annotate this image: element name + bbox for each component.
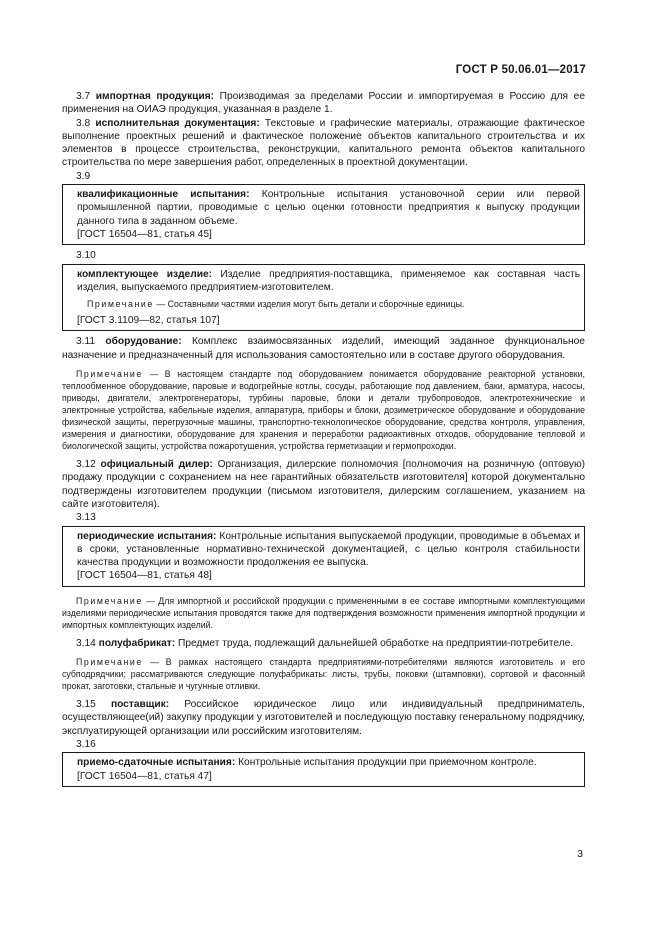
term-box-3-16	[62, 752, 585, 787]
document-body	[62, 90, 585, 787]
term: квалификационные испытания:	[77, 189, 250, 201]
term: исполнительная документация:	[95, 117, 260, 129]
definition: Предмет труда, подлежащий дальнейшей обработке на предприятии-потребителе.	[175, 637, 574, 649]
section-number: 3.12	[76, 459, 96, 471]
term-definition	[73, 756, 580, 769]
section-number: 3.14	[76, 637, 96, 649]
term-box-3-13	[62, 526, 585, 587]
note-text: — Составными частями изделия могут быть детали и сборочные единицы.	[153, 299, 465, 310]
section-number: 3.16	[76, 738, 96, 750]
term: импортная продукция:	[95, 91, 215, 102]
section-number: 3.7	[76, 91, 91, 102]
section-number: 3.10	[76, 250, 96, 262]
definition: Комплекс взаимосвязанных изделий, имеющий заданное функциональное назначение и предназначенный для использования самостоятельно или в составе другого оборудования.	[62, 336, 585, 361]
section-number: 3.9	[76, 170, 91, 182]
note-label: Примечание	[76, 595, 143, 606]
term: приемо-сдаточные испытания:	[77, 757, 236, 769]
note	[73, 298, 580, 310]
note-text: — Для импортной и российской продукции с примененными в ее составе импортными комплектующими изделиями периодические испытания проводятся также для подтверждения возможности применения импортной продукции и импортных комплектующих изделий.	[62, 595, 585, 630]
note-label: Примечание	[87, 299, 154, 310]
note-text: — В настоящем стандарте под оборудованием понимается оборудование реакторной установки, теплообменное оборудование, паровые и водогрейные котлы, сосуды, работающие под давлением, баки, арматура, насосы, приводы, двигатели, электрогенераторы, турбины паровые, блоки и детали трубопроводов, электротехнические и электронные устройства, кабельные изделия, аппаратура, приборы и блоки, дозиметрическое оборудование и оборудование физической защиты, перегрузочные машины, транспортно-технологическое оборудование, средства контроля, управления, измерения и диагностики, оборудование для хранения и переработки радиоактивных отходов, оборудование тепловой и биологической защиты, устройства пожаротушения, устройства герметизации и гермопроходки.	[62, 369, 585, 452]
definition: Российское юридическое лицо или индивидуальный предприниматель, осуществляющее(ий) закупку продукции у изготовителей и последующую поставку генеральному подрядчику, эксплуатирующей организации или российским изготовителям.	[62, 699, 585, 737]
note	[62, 656, 585, 692]
section-3-14	[62, 637, 585, 650]
page-number: 3	[577, 848, 583, 860]
definition: Производимая за пределами России и импортируемая в Россию для ее применения на ОИАЭ продукция, указанная в разделе 1.	[62, 91, 585, 116]
note-label: Примечание	[76, 369, 143, 380]
note	[62, 368, 585, 452]
source-reference: [ГОСТ 16504—81, статья 45]	[77, 228, 212, 240]
section-3-15	[62, 698, 585, 738]
source-reference: [ГОСТ 16504—81, статья 48]	[77, 570, 212, 582]
section-3-12	[62, 458, 585, 511]
term-definition	[73, 530, 580, 570]
term: периодические испытания:	[77, 530, 217, 542]
definition: Организация, дилерские полномочия [полномочия на розничную (оптовую) продажу продукции с сохранением на нее гарантийных обязательств изготовителя] которой документально подтверждены изготовителем продукции (письмом изготовителя, дилерским соглашением, указанием на сайте изготовителя).	[62, 459, 585, 510]
note	[62, 595, 585, 631]
section-3-7	[62, 90, 585, 117]
source-reference: [ГОСТ 3.1109—82, статья 107]	[77, 315, 220, 327]
section-number: 3.8	[76, 117, 91, 129]
section-number: 3.11	[76, 336, 96, 348]
section-3-11	[62, 335, 585, 362]
term: поставщик:	[110, 699, 170, 711]
definition: Контрольные испытания продукции при приемочном контроле.	[235, 757, 537, 769]
term-box-3-10	[62, 264, 585, 332]
term: оборудование:	[105, 336, 182, 348]
term-definition	[73, 268, 580, 295]
term-box-3-9	[62, 184, 585, 245]
definition: Текстовые и графические материалы, отражающие фактическое выполнение проектных решений и фактическое положение объектов капитального строительства и их элементов в процессе строительства, реконструкции, капитального ремонта объектов капитального строительства по мере завершения работ, определенных в проектной документации.	[62, 117, 585, 169]
term: полуфабрикат:	[98, 637, 176, 649]
section-number: 3.13	[76, 512, 96, 524]
section-3-8	[62, 117, 585, 170]
definition: Контрольные испытания выпускаемой продукции, проводимые в объемах и в сроки, установленные нормативно-технической документацией, с целью контроля стабильности качества продукции и возможности продолжения ее выпуска.	[77, 530, 580, 569]
note-label: Примечание	[76, 657, 143, 668]
definition: Контрольные испытания установочной серии или первой промышленной партии, проводимые с целью оценки готовности предприятия к выпуску продукции данного типа в заданном объеме.	[77, 189, 580, 227]
term-definition	[73, 188, 580, 228]
term: официальный дилер:	[100, 459, 213, 471]
term: комплектующее изделие:	[77, 268, 213, 280]
section-number: 3.15	[76, 699, 96, 711]
definition: Изделие предприятия-поставщика, применяемое как составная часть изделия, выпускаемого предприятием-изготовителем.	[77, 268, 581, 293]
source-reference: [ГОСТ 16504—81, статья 47]	[77, 770, 212, 782]
document-header: ГОСТ Р 50.06.01—2017	[455, 64, 586, 76]
note-text: — В рамках настоящего стандарта предприятиями-потребителями являются изготовитель и его субподрядчики; рассматриваются следующие полуфабрикаты: листы, трубы, поковки (штамповки), сортовой и фасонный прокат, заготовки, стальные и чугунные отливки.	[62, 657, 585, 692]
